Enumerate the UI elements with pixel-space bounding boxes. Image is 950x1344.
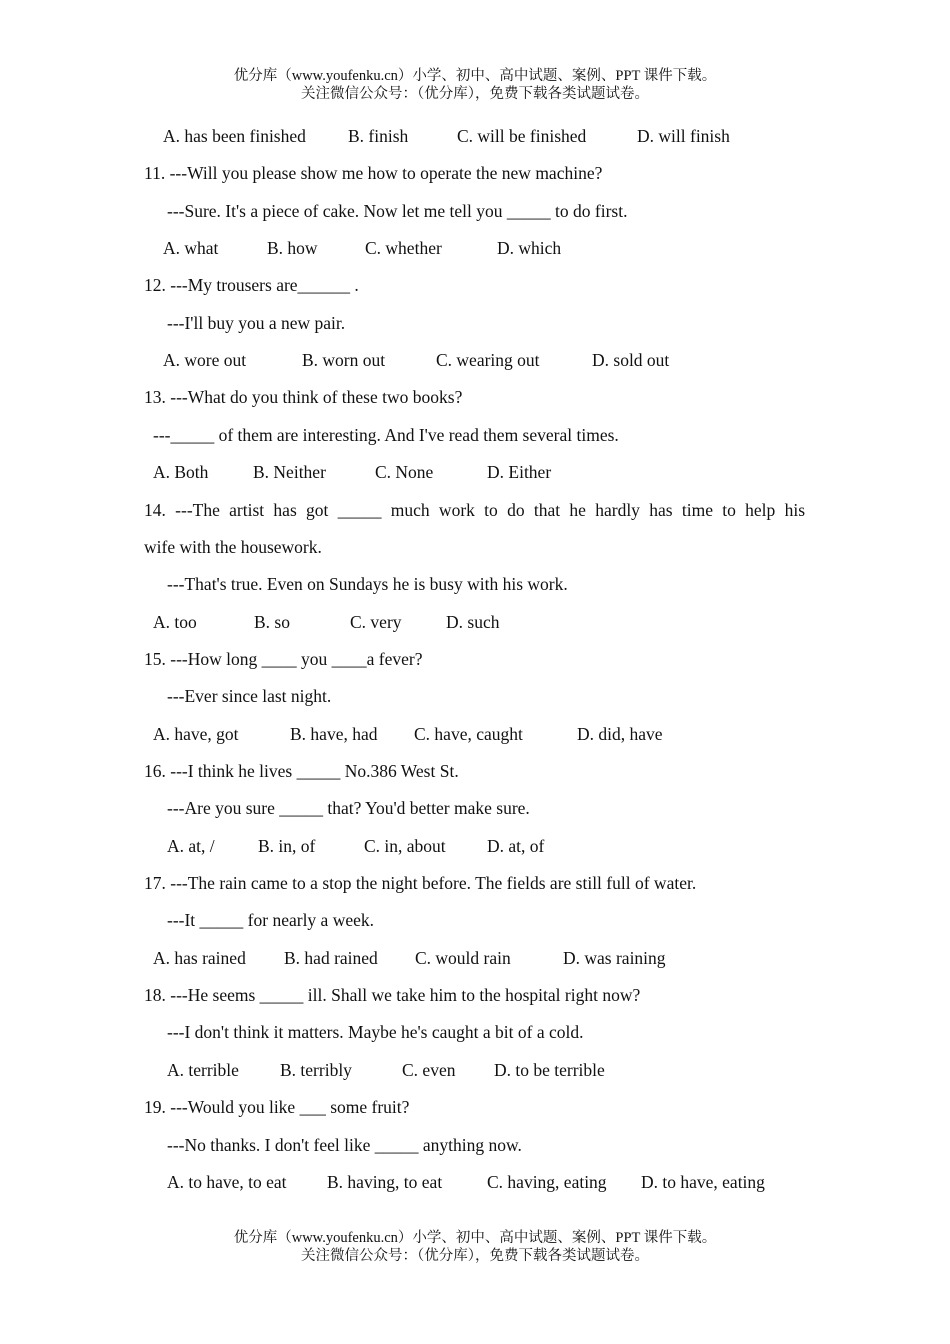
- q10-option-b: B. finish: [348, 126, 409, 146]
- q12-question: 12. ---My trousers are______ .: [144, 275, 359, 295]
- q13-option-d: D. Either: [487, 462, 552, 482]
- q15-option-c: C. have, caught: [414, 724, 523, 744]
- q19-reply: ---No thanks. I don't feel like _____ anything now.: [167, 1135, 522, 1155]
- q14-question-line-1: 14. ---The artist has got _____ much work to do that he hardly has time to help his: [144, 500, 805, 520]
- q19-option-c: C. having, eating: [487, 1172, 607, 1192]
- q12-option-d: D. sold out: [592, 350, 670, 370]
- q19-option-b: B. having, to eat: [327, 1172, 443, 1192]
- q12-option-b: B. worn out: [302, 350, 386, 370]
- q17-option-b: B. had rained: [284, 948, 378, 968]
- q13-option-b: B. Neither: [253, 462, 326, 482]
- footer-line-2: 关注微信公众号：（优分库），免费下载各类试题试卷。: [301, 1248, 649, 1264]
- q17-option-c: C. would rain: [415, 948, 511, 968]
- q11-option-b: B. how: [267, 238, 318, 258]
- q10-option-c: C. will be finished: [457, 126, 587, 146]
- q15-option-b: B. have, had: [290, 724, 378, 744]
- header-line-1: 优分库（www.youfenku.cn）小学、初中、高中试题、案例、PPT 课件下载。: [233, 68, 717, 84]
- q13-question: 13. ---What do you think of these two books?: [144, 387, 463, 407]
- q14-option-a: A. too: [153, 612, 197, 632]
- q16-option-c: C. in, about: [364, 836, 446, 856]
- q13-reply: ---_____ of them are interesting. And I've read them several times.: [153, 425, 619, 445]
- q17-reply: ---It _____ for nearly a week.: [167, 910, 374, 930]
- q18-option-b: B. terribly: [280, 1060, 352, 1080]
- q18-option-a: A. terrible: [167, 1060, 239, 1080]
- q11-question: 11. ---Will you please show me how to operate the new machine?: [144, 163, 603, 183]
- header-line-2: 关注微信公众号：（优分库），免费下载各类试题试卷。: [301, 86, 649, 102]
- q15-option-a: A. have, got: [153, 724, 239, 744]
- q19-question: 19. ---Would you like ___ some fruit?: [144, 1097, 410, 1117]
- q14-option-b: B. so: [254, 612, 290, 632]
- q14-reply: ---That's true. Even on Sundays he is busy with his work.: [167, 574, 568, 594]
- q10-option-d: D. will finish: [637, 126, 730, 146]
- q17-option-a: A. has rained: [153, 948, 246, 968]
- q10-option-a: A. has been finished: [163, 126, 306, 146]
- q11-reply: ---Sure. It's a piece of cake. Now let me tell you _____ to do first.: [167, 201, 628, 221]
- page-header: [0, 67, 950, 103]
- q16-option-b: B. in, of: [258, 836, 316, 856]
- q18-reply: ---I don't think it matters. Maybe he's caught a bit of a cold.: [167, 1022, 584, 1042]
- q14-question-line-2: wife with the housework.: [144, 537, 322, 557]
- q12-option-a: A. wore out: [163, 350, 247, 370]
- q13-option-a: A. Both: [153, 462, 209, 482]
- q18-option-c: C. even: [402, 1060, 456, 1080]
- q16-option-d: D. at, of: [487, 836, 545, 856]
- q18-question: 18. ---He seems _____ ill. Shall we take him to the hospital right now?: [144, 985, 641, 1005]
- q18-option-d: D. to be terrible: [494, 1060, 605, 1080]
- page-footer: [0, 1229, 950, 1265]
- q15-option-d: D. did, have: [577, 724, 663, 744]
- q13-option-c: C. None: [375, 462, 434, 482]
- q16-reply: ---Are you sure _____ that? You'd better make sure.: [167, 798, 530, 818]
- footer-line-1: 优分库（www.youfenku.cn）小学、初中、高中试题、案例、PPT 课件下载。: [233, 1230, 717, 1246]
- q12-reply: ---I'll buy you a new pair.: [167, 313, 346, 333]
- q19-option-d: D. to have, eating: [641, 1172, 765, 1192]
- q14-option-d: D. such: [446, 612, 500, 632]
- q17-question: 17. ---The rain came to a stop the night before. The fields are still full of water.: [144, 873, 697, 893]
- q15-question: 15. ---How long ____ you ____a fever?: [144, 649, 423, 669]
- q16-option-a: A. at, /: [167, 836, 215, 856]
- q16-question: 16. ---I think he lives _____ No.386 West St.: [144, 761, 459, 781]
- q12-option-c: C. wearing out: [436, 350, 540, 370]
- q11-option-c: C. whether: [365, 238, 442, 258]
- q19-option-a: A. to have, to eat: [167, 1172, 287, 1192]
- q17-option-d: D. was raining: [563, 948, 666, 968]
- q11-option-d: D. which: [497, 238, 562, 258]
- q15-reply: ---Ever since last night.: [167, 686, 332, 706]
- q11-option-a: A. what: [163, 238, 219, 258]
- q14-option-c: C. very: [350, 612, 402, 632]
